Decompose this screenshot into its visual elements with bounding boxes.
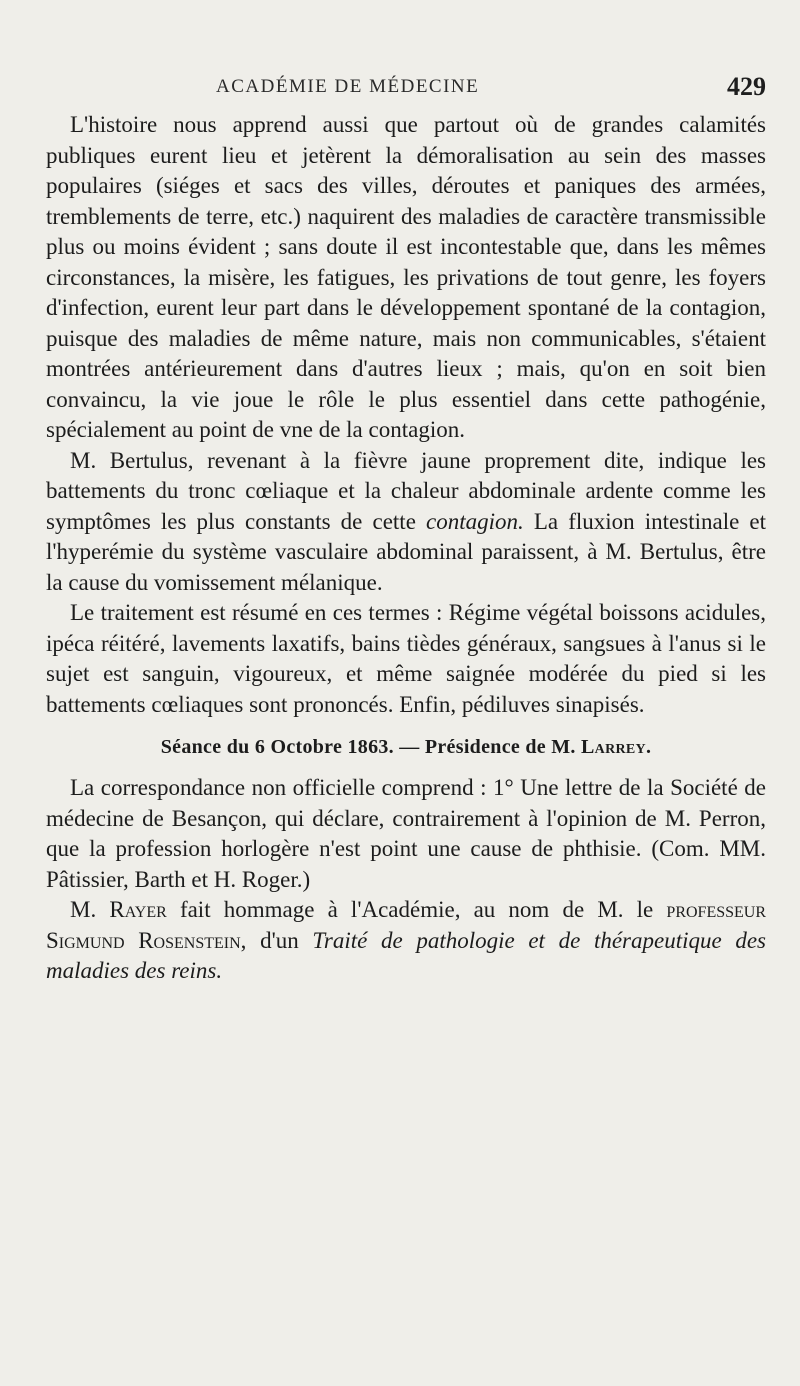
paragraph-bertulus — [46, 446, 766, 599]
book-page — [46, 74, 766, 987]
paragraph-rayer — [46, 895, 766, 987]
rayer-text: fait hommage à l'Académie, au nom de M. le — [166, 897, 667, 922]
session-heading-text: Séance du 6 Octobre 1863. — Présidence de M. — [160, 736, 582, 758]
rayer-dun: d'un — [246, 927, 313, 953]
president-name: Larrey. — [581, 736, 652, 758]
bertulus-text-end: La fluxion intestinale et l'hyperémie du système vasculaire abdominal paraissent, à M. Bertulus, être la cause du vomissement mélanique. — [46, 508, 767, 595]
rayer-m: M. — [70, 897, 110, 922]
bertulus-text: M. Bertulus, revenant à la fièvre jaune proprement dite, indique les battements du tronc cœliaque et la chaleur abdominale ardente comme les symptômes les plus constants de cette — [46, 447, 766, 534]
running-head: ACADÉMIE DE MÉDECINE — [216, 76, 480, 97]
rayer-name: Rayer — [109, 897, 167, 922]
paragraph-treatment: Le traitement est résumé en ces termes : Régime végétal boissons acidules, ipéca réitéré, lavements laxatifs, bains tièdes généraux, sangsues à l'anus si le sujet est sanguin, vigoureux, et même saignée modérée du pied si les battements cœliaques sont prononcés. Enfin, pédiluves sinapisés. — [46, 600, 766, 717]
paragraph-correspondence: La correspondance non officielle comprend : 1° Une lettre de la Société de médecine de Besançon, qui déclare, contrairement à l'opinion de M. Perron, que la profession horlogère n'est point une cause de phthisie. (Com. MM. Pâtissier, Barth et H. Roger.) — [46, 775, 766, 892]
session-heading — [46, 736, 766, 759]
page-number: 429 — [727, 72, 766, 101]
contagion-italic: contagion. — [426, 508, 524, 534]
page-header — [46, 74, 766, 110]
treatise-title: Traité de pathologie et de thérapeutique des maladies des reins. — [46, 927, 766, 983]
rosenstein-name: professeur Sigmund Rosenstein, — [46, 897, 767, 953]
paragraph-history: L'histoire nous apprend aussi que partout où de grandes calamités publiques eurent lieu et jetèrent la démoralisation au sein des masses populaires (siéges et sacs des villes, déroutes et paniques des armées, tremblements de terre, etc.) naquirent des maladies de caractère transmissible plus ou moins évident ; sans doute il est incontestable que, dans les mêmes circonstances, la misère, les fatigues, les privations de tout genre, les foyers d'infection, eurent leur part dans le développement spontané de la contagion, puisque des maladies de même nature, mais non communicables, s'étaient montrées antérieurement dans d'autres lieux ; mais, qu'on en soit bien convaincu, la vie joue le rôle le plus essentiel dans cette pathogénie, spécialement au point de vne de la contagion. — [46, 112, 766, 442]
